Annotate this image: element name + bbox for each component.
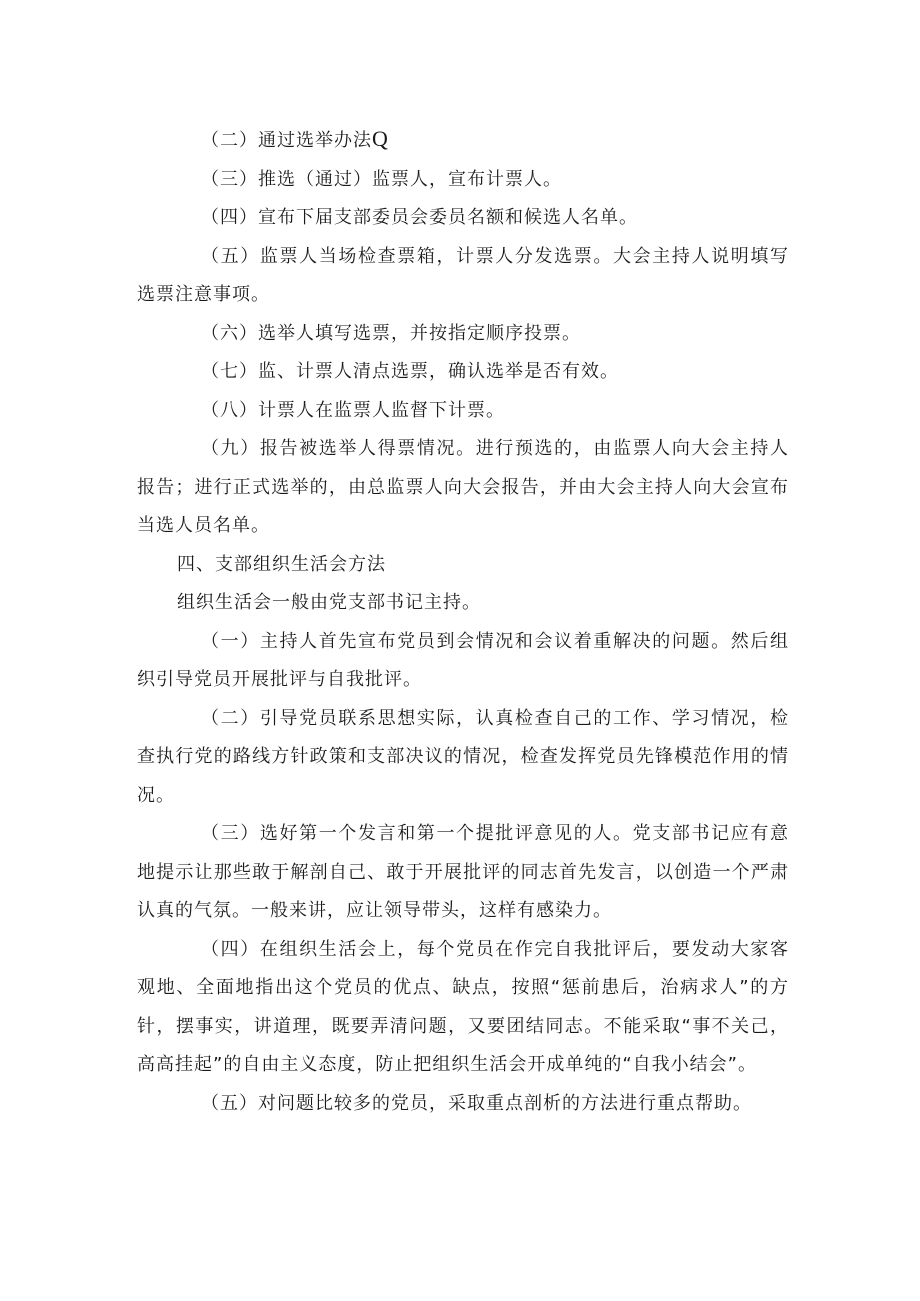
paragraph-method-2 [137, 700, 789, 816]
paragraph-text: （五）对问题比较多的党员，采取重点剖析的方法进行重点帮助。 [201, 1092, 752, 1114]
paragraph-method-4 [137, 931, 789, 1085]
paragraph-item-8 [137, 392, 789, 431]
paragraph-text: （五）监票人当场检查票箱，计票人分发选票。大会主持人说明填写选票注意事项。 [137, 245, 789, 305]
paragraph-item-4 [137, 199, 789, 238]
paragraph-text: （六）选举人填写选票，并按指定顺序投票。 [201, 322, 581, 344]
paragraph-text: （一）主持人首先宣布党员到会情况和会议着重解决的问题。然后组织引导党员开展批评与自我批评。 [137, 630, 789, 690]
paragraph-method-5 [137, 1085, 789, 1124]
section-heading [137, 546, 789, 585]
section-lead-text: 组织生活会一般由党支部书记主持。 [177, 592, 481, 613]
paragraph-text: （二）引导党员联系思想实际，认真检查自己的工作、学习情况，检查执行党的路线方针政策和支部决议的情况，检查发挥党员先锋模范作用的情况。 [137, 707, 789, 806]
paragraph-text: （三）推选（通过）监票人，宣布计票人。 [201, 168, 562, 190]
section-lead [137, 584, 789, 623]
document-body [137, 120, 789, 1123]
paragraph-item-6 [137, 315, 789, 354]
paragraph-text: （三）选好第一个发言和第一个提批评意见的人。党支部书记应有意地提示让那些敢于解剖自己、敢于开展批评的同志首先发言，以创造一个严肃认真的气氛。一般来讲，应让领导带头，这样有感染力。 [137, 823, 789, 921]
paragraph-text: （二）通过选举办法 [201, 130, 372, 151]
paragraph-item-3 [137, 161, 789, 200]
section-heading-text: 四、支部组织生活会方法 [177, 553, 386, 575]
paragraph-text: （九）报告被选举人得票情况。进行预选的，由监票人向大会主持人报告；进行正式选举的，由总监票人向大会报告，并由大会主持人向大会宣布当选人员名单。 [137, 438, 789, 536]
paragraph-method-3 [137, 815, 789, 931]
paragraph-text: （八）计票人在监票人监督下计票。 [201, 399, 505, 421]
paragraph-item-5 [137, 238, 789, 315]
paragraph-text: （四）在组织生活会上，每个党员在作完自我批评后，要发动大家客观地、全面地指出这个党员的优点、缺点，按照“惩前患后，治病求人”的方针，摆事实，讲道理，既要弄清问题，又要团结同志。不能采取“事不关己，高高挂起”的自由主义态度，防止把组织生活会开成单纯的“自我小结会”。 [137, 938, 789, 1075]
paragraph-text-tail: Q [372, 126, 388, 151]
paragraph-text: （四）宣布下届支部委员会委员名额和候选人名单。 [201, 207, 638, 228]
paragraph-text: （七）监、计票人清点选票，确认选举是否有效。 [201, 361, 619, 382]
paragraph-item-7 [137, 353, 789, 392]
paragraph-item-2 [137, 120, 789, 161]
paragraph-method-1 [137, 623, 789, 700]
paragraph-item-9 [137, 430, 789, 546]
